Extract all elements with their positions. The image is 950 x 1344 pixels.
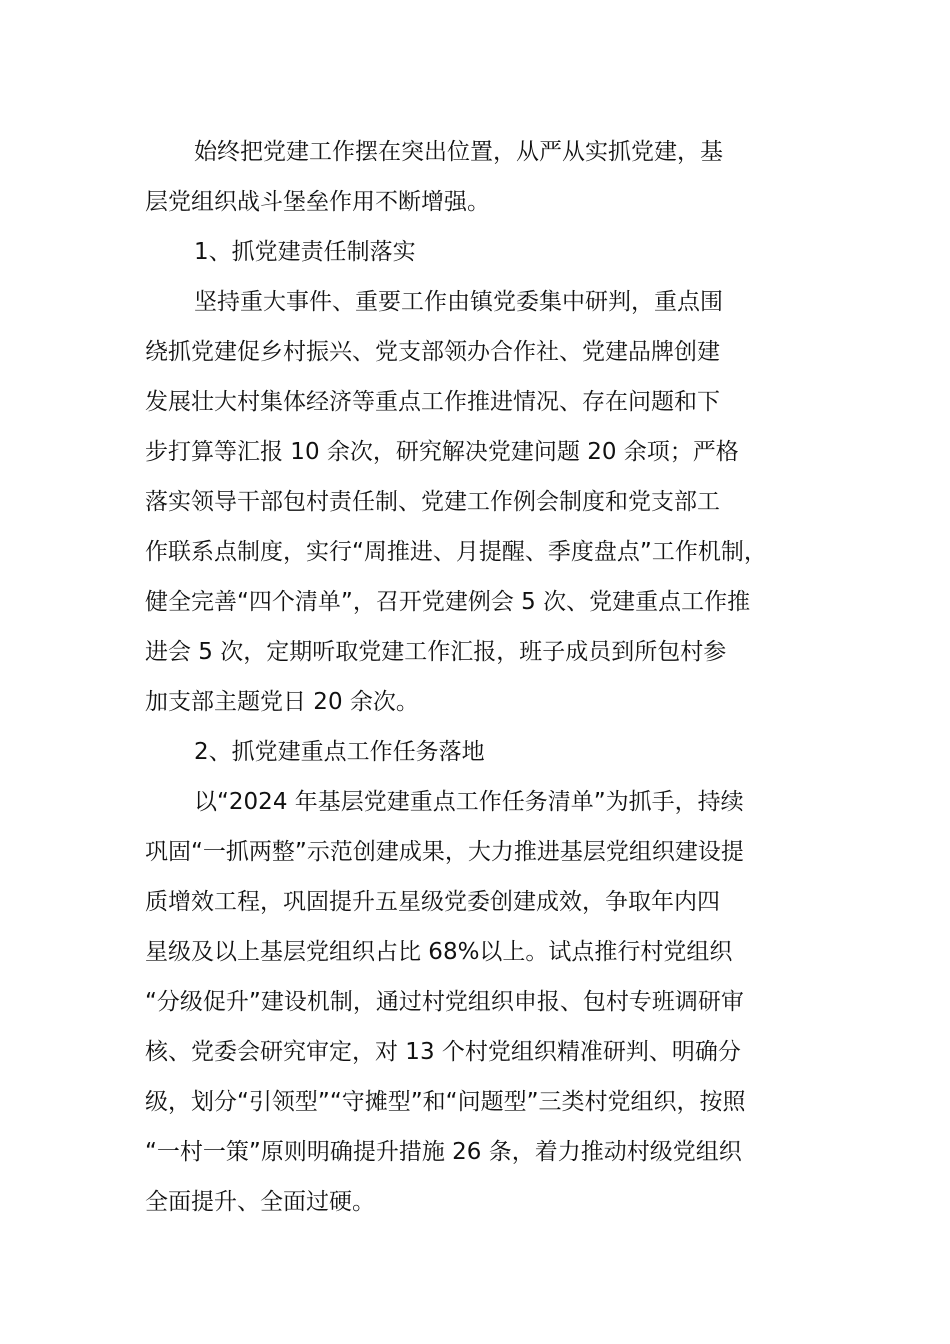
paragraph-line: 级，划分“引领型”“守摊型”和“问题型”三类村党组织，按照 (145, 1089, 746, 1115)
paragraph-line: 全面提升、全面过硬。 (145, 1189, 375, 1215)
paragraph-line: 发展壮大村集体经济等重点工作推进情况、存在问题和下 (145, 389, 720, 415)
paragraph-line: 进会 5 次，定期听取党建工作汇报，班子成员到所包村参 (145, 639, 727, 665)
paragraph-line: 坚持重大事件、重要工作由镇党委集中研判，重点围 (194, 289, 723, 315)
paragraph-line: “分级促升”建设机制，通过村党组织申报、包村专班调研审 (145, 989, 744, 1015)
paragraph-line: 绕抓党建促乡村振兴、党支部领办合作社、党建品牌创建 (145, 339, 720, 365)
section-heading: 2、抓党建重点工作任务落地 (194, 739, 485, 765)
paragraph-line: 作联系点制度，实行“周推进、月提醒、季度盘点”工作机制， (145, 539, 767, 565)
paragraph-line: 步打算等汇报 10 余次，研究解决党建问题 20 余项；严格 (145, 439, 739, 465)
paragraph-line: 层党组织战斗堡垒作用不断增强。 (145, 189, 490, 215)
paragraph-line: 质增效工程，巩固提升五星级党委创建成效，争取年内四 (145, 889, 720, 915)
paragraph-line: “一村一策”原则明确提升措施 26 条，着力推动村级党组织 (145, 1139, 742, 1165)
paragraph-line: 加支部主题党日 20 余次。 (145, 689, 419, 715)
paragraph-line: 巩固“一抓两整”示范创建成果，大力推进基层党组织建设提 (145, 839, 744, 865)
document-body (145, 127, 817, 1227)
paragraph-line: 始终把党建工作摆在突出位置，从严从实抓党建，基 (194, 139, 723, 165)
section-heading: 1、抓党建责任制落实 (194, 239, 416, 265)
paragraph-line: 核、党委会研究审定，对 13 个村党组织精准研判、明确分 (145, 1039, 741, 1065)
paragraph-line: 落实领导干部包村责任制、党建工作例会制度和党支部工 (145, 489, 720, 515)
paragraph-line: 以“2024 年基层党建重点工作任务清单”为抓手，持续 (194, 789, 744, 815)
paragraph-line: 健全完善“四个清单”，召开党建例会 5 次、党建重点工作推 (145, 589, 751, 615)
paragraph-line: 星级及以上基层党组织占比 68%以上。试点推行村党组织 (145, 939, 733, 965)
